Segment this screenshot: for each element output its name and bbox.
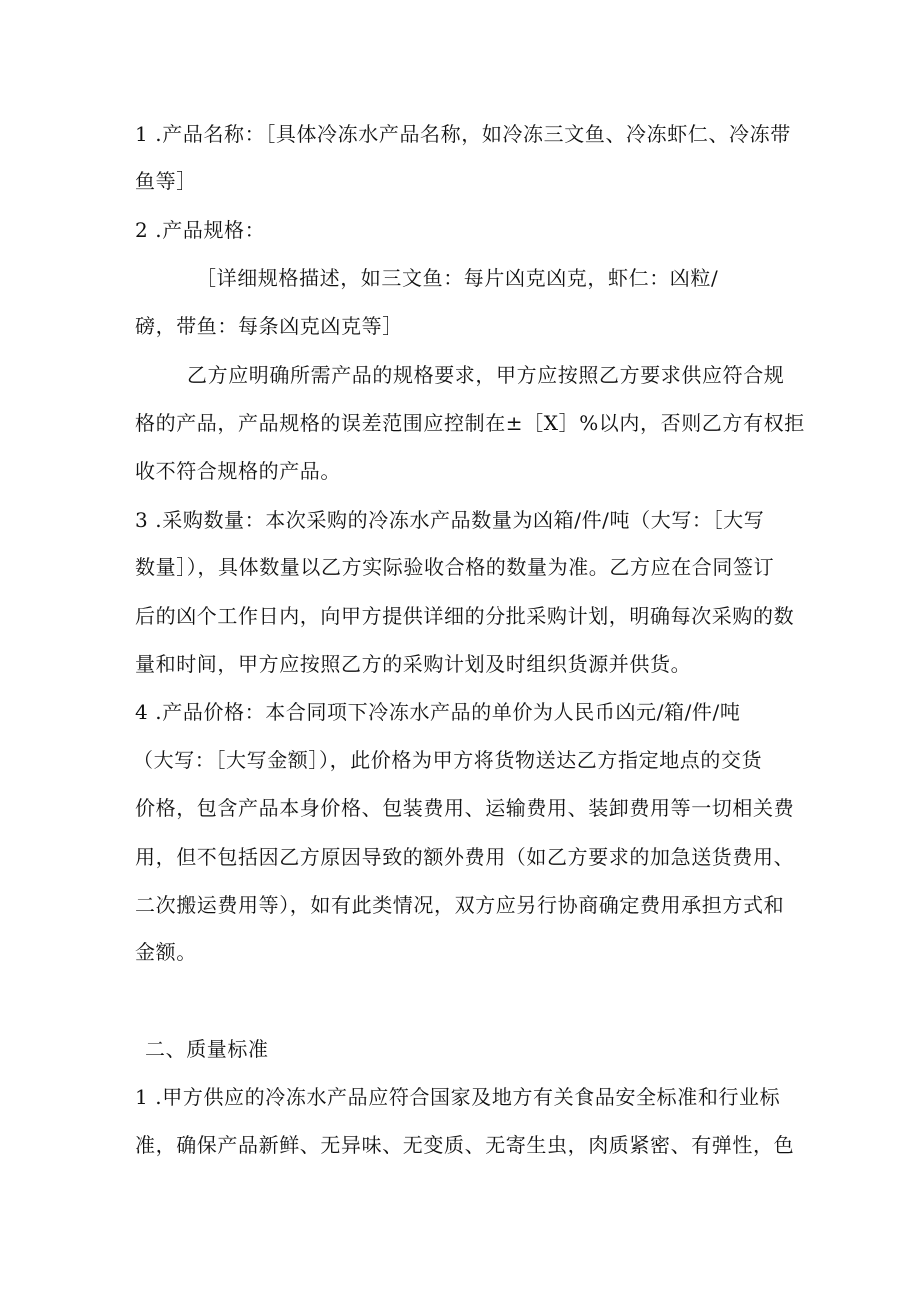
line-15: 价格，包含产品本身价格、包装费用、运输费用、装卸费用等一切相关费 [135, 796, 795, 820]
line-18: 金额。 [135, 940, 197, 964]
line-9: 3 .采购数量：本次采购的冷冻水产品数量为凶箱/件/吨（大写：［大写 [135, 508, 765, 532]
line-16: 用，但不包括因乙方原因导致的额外费用（如乙方要求的加急送货费用、 [135, 845, 795, 869]
line-12: 量和时间，甲方应按照乙方的采购计划及时组织货源并供货。 [135, 652, 692, 676]
line-5: 磅，带鱼：每条凶克凶克等］ [135, 314, 403, 338]
line-21: 准，确保产品新鲜、无异味、无变质、无寄生虫，肉质紧密、有弹性，色 [135, 1133, 795, 1157]
line-13: 4 .产品价格：本合同项下冷冻水产品的单价为人民币凶元/箱/件/吨 [135, 700, 741, 724]
line-2: 鱼等］ [135, 169, 197, 193]
line-10: 数量］），具体数量以乙方实际验收合格的数量为准。乙方应在合同签订 [135, 555, 775, 579]
line-3: 2 .产品规格： [135, 218, 266, 242]
line-7: 格的产品，产品规格的误差范围应控制在±［X］%以内，否则乙方有权拒 [135, 411, 805, 435]
line-14: （大写：［大写金额］），此价格为甲方将货物送达乙方指定地点的交货 [133, 748, 763, 772]
section-heading-quality: 二、质量标准 [145, 1037, 269, 1061]
line-17: 二次搬运费用等），如有此类情况，双方应另行协商确定费用承担方式和 [135, 893, 785, 917]
line-6: 乙方应明确所需产品的规格要求，甲方应按照乙方要求供应符合规 [187, 363, 785, 387]
line-11: 后的凶个工作日内，向甲方提供详细的分批采购计划，明确每次采购的数 [135, 604, 795, 628]
line-4: ［详细规格描述，如三文鱼：每片凶克凶克，虾仁：凶粒/ [196, 266, 719, 290]
line-20: 1 .甲方供应的冷冻水产品应符合国家及地方有关食品安全标准和行业标 [135, 1085, 781, 1109]
line-8: 收不符合规格的产品。 [135, 459, 341, 483]
line-1: 1 .产品名称：［具体冷冻水产品名称，如冷冻三文鱼、冷冻虾仁、冷冻带 [135, 122, 791, 146]
